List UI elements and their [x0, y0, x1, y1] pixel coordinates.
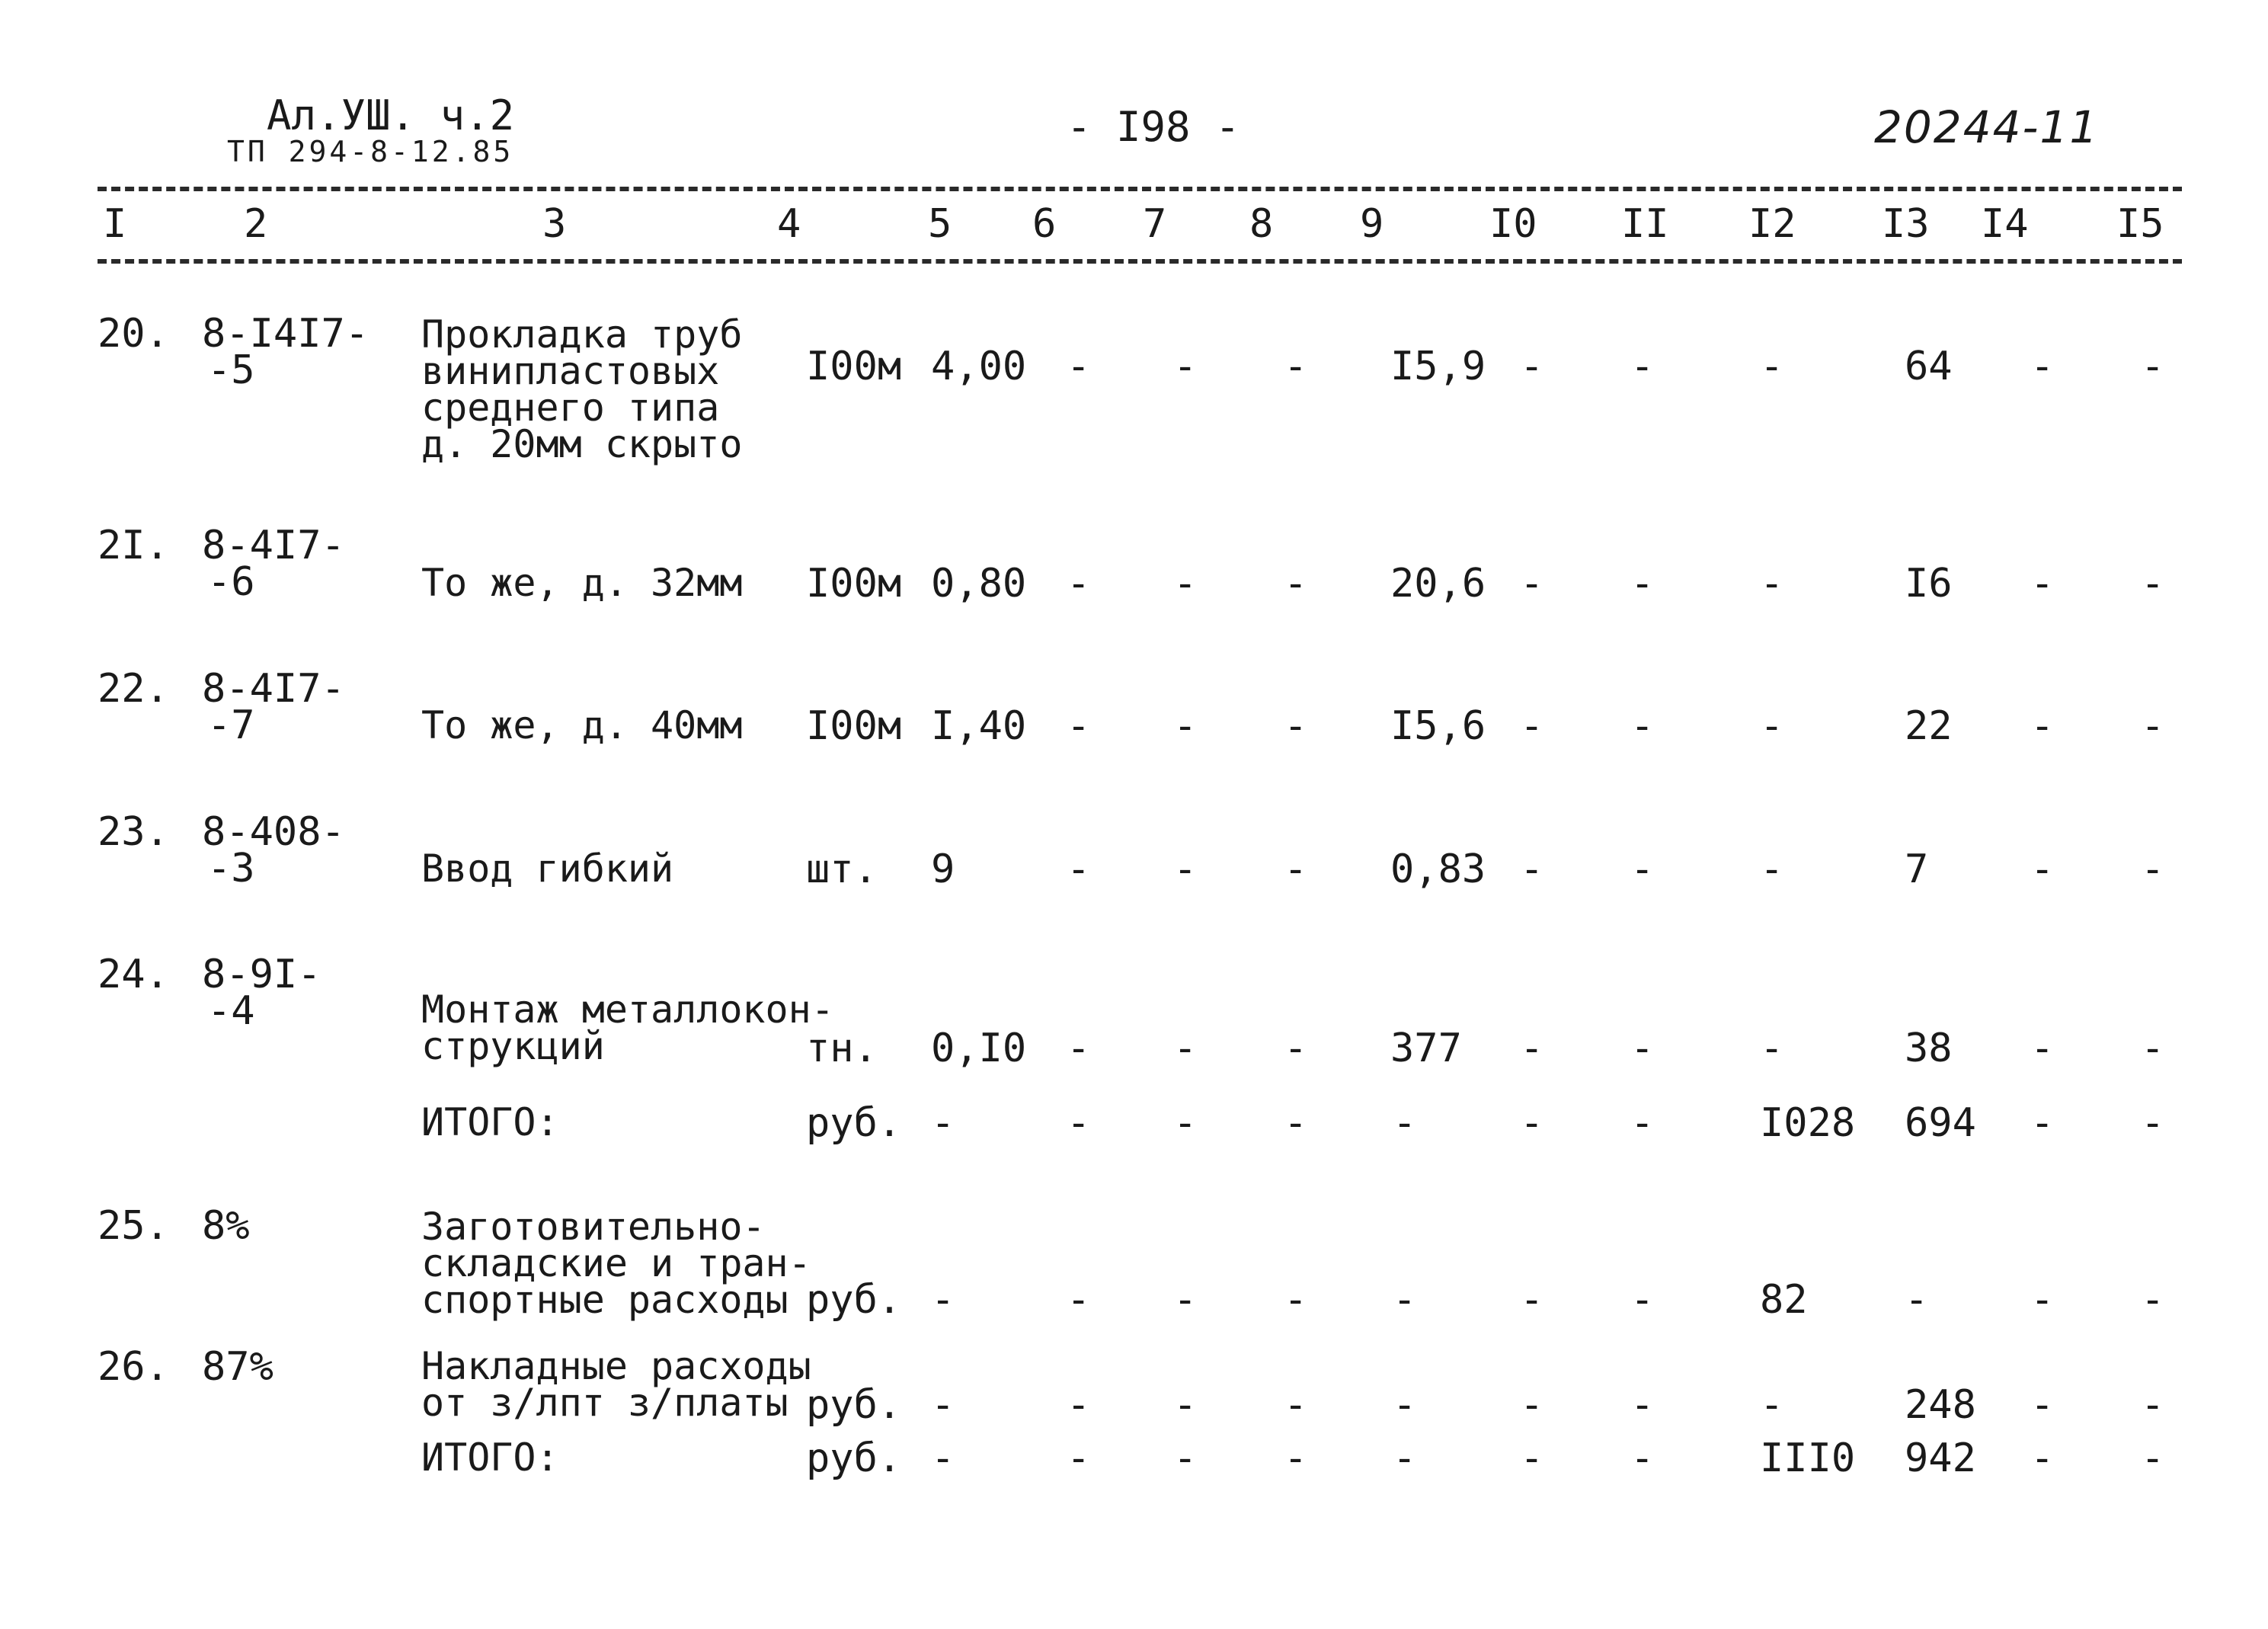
row-description: То же, д. 32мм	[421, 561, 743, 605]
empty-cell-dash: -	[1173, 1277, 1198, 1323]
empty-cell-dash: -	[1393, 1435, 1417, 1481]
empty-cell-dash: -	[1760, 344, 1784, 389]
row-code: 8%	[202, 1203, 250, 1249]
column-header: I2	[1748, 201, 1796, 247]
column-header: 4	[777, 201, 801, 247]
row-unit: руб.	[806, 1100, 902, 1146]
column-header: I	[103, 201, 127, 247]
empty-cell-dash: -	[1520, 703, 1544, 749]
row-code: -6	[207, 559, 255, 605]
empty-cell-dash: -	[1520, 1277, 1544, 1323]
row-value: 82	[1760, 1277, 1808, 1323]
row-number: 2I.	[98, 523, 169, 568]
row-description: д. 20мм скрыто	[421, 422, 743, 466]
row-description: То же, д. 40мм	[421, 703, 743, 747]
empty-cell-dash: -	[1520, 1100, 1544, 1146]
empty-cell-dash: -	[2141, 561, 2165, 606]
document-subtitle: ТП 294-8-12.85	[227, 135, 514, 168]
row-description: складские и тран-	[421, 1241, 811, 1285]
empty-cell-dash: -	[2030, 344, 2055, 389]
empty-cell-dash: -	[931, 1100, 955, 1146]
empty-cell-dash: -	[1393, 1382, 1417, 1428]
column-header: 9	[1360, 201, 1384, 247]
empty-cell-dash: -	[1760, 1026, 1784, 1071]
row-value: I5,9	[1390, 344, 1486, 389]
empty-cell-dash: -	[1067, 1026, 1091, 1071]
column-header: II	[1621, 201, 1669, 247]
empty-cell-dash: -	[1630, 1026, 1655, 1071]
empty-cell-dash: -	[1905, 1277, 1929, 1323]
empty-cell-dash: -	[1284, 1277, 1308, 1323]
row-code: -4	[207, 988, 255, 1034]
row-value: 0,83	[1390, 847, 1486, 892]
row-value: 248	[1905, 1382, 1976, 1428]
empty-cell-dash: -	[1067, 847, 1091, 892]
row-value: I6	[1905, 561, 1953, 606]
column-header: 6	[1032, 201, 1057, 247]
column-header: 8	[1249, 201, 1274, 247]
row-number: 22.	[98, 666, 169, 712]
row-unit: тн.	[806, 1026, 878, 1071]
row-value: 694	[1905, 1100, 1976, 1146]
row-value: 0,I0	[931, 1026, 1027, 1071]
empty-cell-dash: -	[1630, 1435, 1655, 1481]
empty-cell-dash: -	[2030, 847, 2055, 892]
empty-cell-dash: -	[1284, 1026, 1308, 1071]
column-header: 3	[542, 201, 567, 247]
empty-cell-dash: -	[1630, 1382, 1655, 1428]
row-description: Прокладка труб	[421, 312, 743, 357]
empty-cell-dash: -	[2141, 847, 2165, 892]
row-code: 8-4I7-	[202, 523, 345, 568]
row-unit: шт.	[806, 847, 878, 892]
row-value: 22	[1905, 703, 1953, 749]
empty-cell-dash: -	[1630, 344, 1655, 389]
empty-cell-dash: -	[2030, 703, 2055, 749]
row-description: Накладные расходы	[421, 1344, 811, 1388]
empty-cell-dash: -	[2030, 1100, 2055, 1146]
header-top-rule	[98, 187, 2182, 191]
empty-cell-dash: -	[1173, 1382, 1198, 1428]
row-number: 25.	[98, 1203, 169, 1249]
row-number: 23.	[98, 809, 169, 855]
empty-cell-dash: -	[1284, 1382, 1308, 1428]
page-number: - I98 -	[1067, 103, 1240, 151]
empty-cell-dash: -	[1630, 561, 1655, 606]
row-value: I,40	[931, 703, 1027, 749]
empty-cell-dash: -	[1173, 703, 1198, 749]
row-unit: руб.	[806, 1382, 902, 1428]
empty-cell-dash: -	[2141, 1382, 2165, 1428]
empty-cell-dash: -	[1173, 344, 1198, 389]
empty-cell-dash: -	[1520, 1026, 1544, 1071]
row-value: 64	[1905, 344, 1953, 389]
row-description: струкций	[421, 1024, 605, 1068]
document-title: Ал.УШ. ч.2	[267, 91, 515, 139]
empty-cell-dash: -	[1173, 1100, 1198, 1146]
empty-cell-dash: -	[1760, 703, 1784, 749]
row-value: III0	[1760, 1435, 1856, 1481]
empty-cell-dash: -	[1173, 561, 1198, 606]
empty-cell-dash: -	[2030, 1277, 2055, 1323]
row-code: 8-9I-	[202, 952, 321, 997]
row-description: Монтаж металлокон-	[421, 987, 834, 1032]
row-unit: I00м	[806, 703, 902, 749]
row-value: 0,80	[931, 561, 1027, 606]
empty-cell-dash: -	[2141, 344, 2165, 389]
empty-cell-dash: -	[931, 1277, 955, 1323]
row-number: 20.	[98, 311, 169, 357]
row-number: 24.	[98, 952, 169, 997]
empty-cell-dash: -	[1284, 1100, 1308, 1146]
empty-cell-dash: -	[1760, 1382, 1784, 1428]
row-code: 8-4I7-	[202, 666, 345, 712]
empty-cell-dash: -	[1393, 1277, 1417, 1323]
empty-cell-dash: -	[2030, 1026, 2055, 1071]
empty-cell-dash: -	[2030, 561, 2055, 606]
empty-cell-dash: -	[2141, 1277, 2165, 1323]
empty-cell-dash: -	[1520, 344, 1544, 389]
row-value: 38	[1905, 1026, 1953, 1071]
empty-cell-dash: -	[1067, 1277, 1091, 1323]
row-value: 20,6	[1390, 561, 1486, 606]
empty-cell-dash: -	[2030, 1435, 2055, 1481]
empty-cell-dash: -	[1520, 1435, 1544, 1481]
empty-cell-dash: -	[1284, 1435, 1308, 1481]
row-value: 377	[1390, 1026, 1462, 1071]
empty-cell-dash: -	[1067, 1100, 1091, 1146]
row-value: 4,00	[931, 344, 1027, 389]
empty-cell-dash: -	[2030, 1382, 2055, 1428]
row-description: винипластовых	[421, 349, 720, 393]
empty-cell-dash: -	[2141, 1100, 2165, 1146]
row-number: 26.	[98, 1344, 169, 1390]
document-number: 20244-11	[1874, 101, 2100, 153]
row-unit: руб.	[806, 1435, 902, 1481]
empty-cell-dash: -	[1520, 1382, 1544, 1428]
empty-cell-dash: -	[2141, 1435, 2165, 1481]
empty-cell-dash: -	[1630, 1277, 1655, 1323]
row-description: ИТОГО:	[421, 1435, 559, 1480]
empty-cell-dash: -	[1284, 344, 1308, 389]
row-unit: I00м	[806, 561, 902, 606]
empty-cell-dash: -	[1284, 703, 1308, 749]
empty-cell-dash: -	[1173, 1435, 1198, 1481]
column-header: I5	[2116, 201, 2164, 247]
row-description: ИТОГО:	[421, 1100, 559, 1144]
empty-cell-dash: -	[1067, 703, 1091, 749]
empty-cell-dash: -	[1630, 703, 1655, 749]
column-header: I3	[1882, 201, 1930, 247]
empty-cell-dash: -	[1284, 561, 1308, 606]
row-description: спортные расходы	[421, 1278, 789, 1322]
row-description: Заготовительно-	[421, 1205, 766, 1249]
empty-cell-dash: -	[931, 1382, 955, 1428]
row-value: 942	[1905, 1435, 1976, 1481]
row-description: среднего типа	[421, 386, 720, 430]
row-value: 9	[931, 847, 955, 892]
row-code: -7	[207, 702, 255, 748]
empty-cell-dash: -	[1520, 561, 1544, 606]
empty-cell-dash: -	[1393, 1100, 1417, 1146]
column-header: 5	[928, 201, 952, 247]
empty-cell-dash: -	[931, 1435, 955, 1481]
header-bottom-rule	[98, 259, 2182, 264]
empty-cell-dash: -	[1630, 847, 1655, 892]
empty-cell-dash: -	[1067, 1382, 1091, 1428]
row-value: I5,6	[1390, 703, 1486, 749]
empty-cell-dash: -	[1630, 1100, 1655, 1146]
empty-cell-dash: -	[1173, 1026, 1198, 1071]
empty-cell-dash: -	[1173, 847, 1198, 892]
column-header: 7	[1143, 201, 1167, 247]
column-header: I4	[1981, 201, 2029, 247]
row-value: 7	[1905, 847, 1929, 892]
empty-cell-dash: -	[2141, 1026, 2165, 1071]
row-code: 8-I4I7-	[202, 311, 369, 357]
empty-cell-dash: -	[2141, 703, 2165, 749]
row-description: от з/лпт з/платы	[421, 1381, 789, 1425]
empty-cell-dash: -	[1067, 561, 1091, 606]
empty-cell-dash: -	[1067, 344, 1091, 389]
row-unit: руб.	[806, 1277, 902, 1323]
row-code: 87%	[202, 1344, 274, 1390]
row-unit: I00м	[806, 344, 902, 389]
row-code: -5	[207, 347, 255, 393]
empty-cell-dash: -	[1760, 847, 1784, 892]
empty-cell-dash: -	[1284, 847, 1308, 892]
row-description: Ввод гибкий	[421, 847, 674, 891]
row-code: -3	[207, 846, 255, 891]
empty-cell-dash: -	[1760, 561, 1784, 606]
row-value: I028	[1760, 1100, 1856, 1146]
empty-cell-dash: -	[1520, 847, 1544, 892]
column-header: 2	[244, 201, 268, 247]
empty-cell-dash: -	[1067, 1435, 1091, 1481]
row-code: 8-408-	[202, 809, 345, 855]
column-header: I0	[1489, 201, 1537, 247]
